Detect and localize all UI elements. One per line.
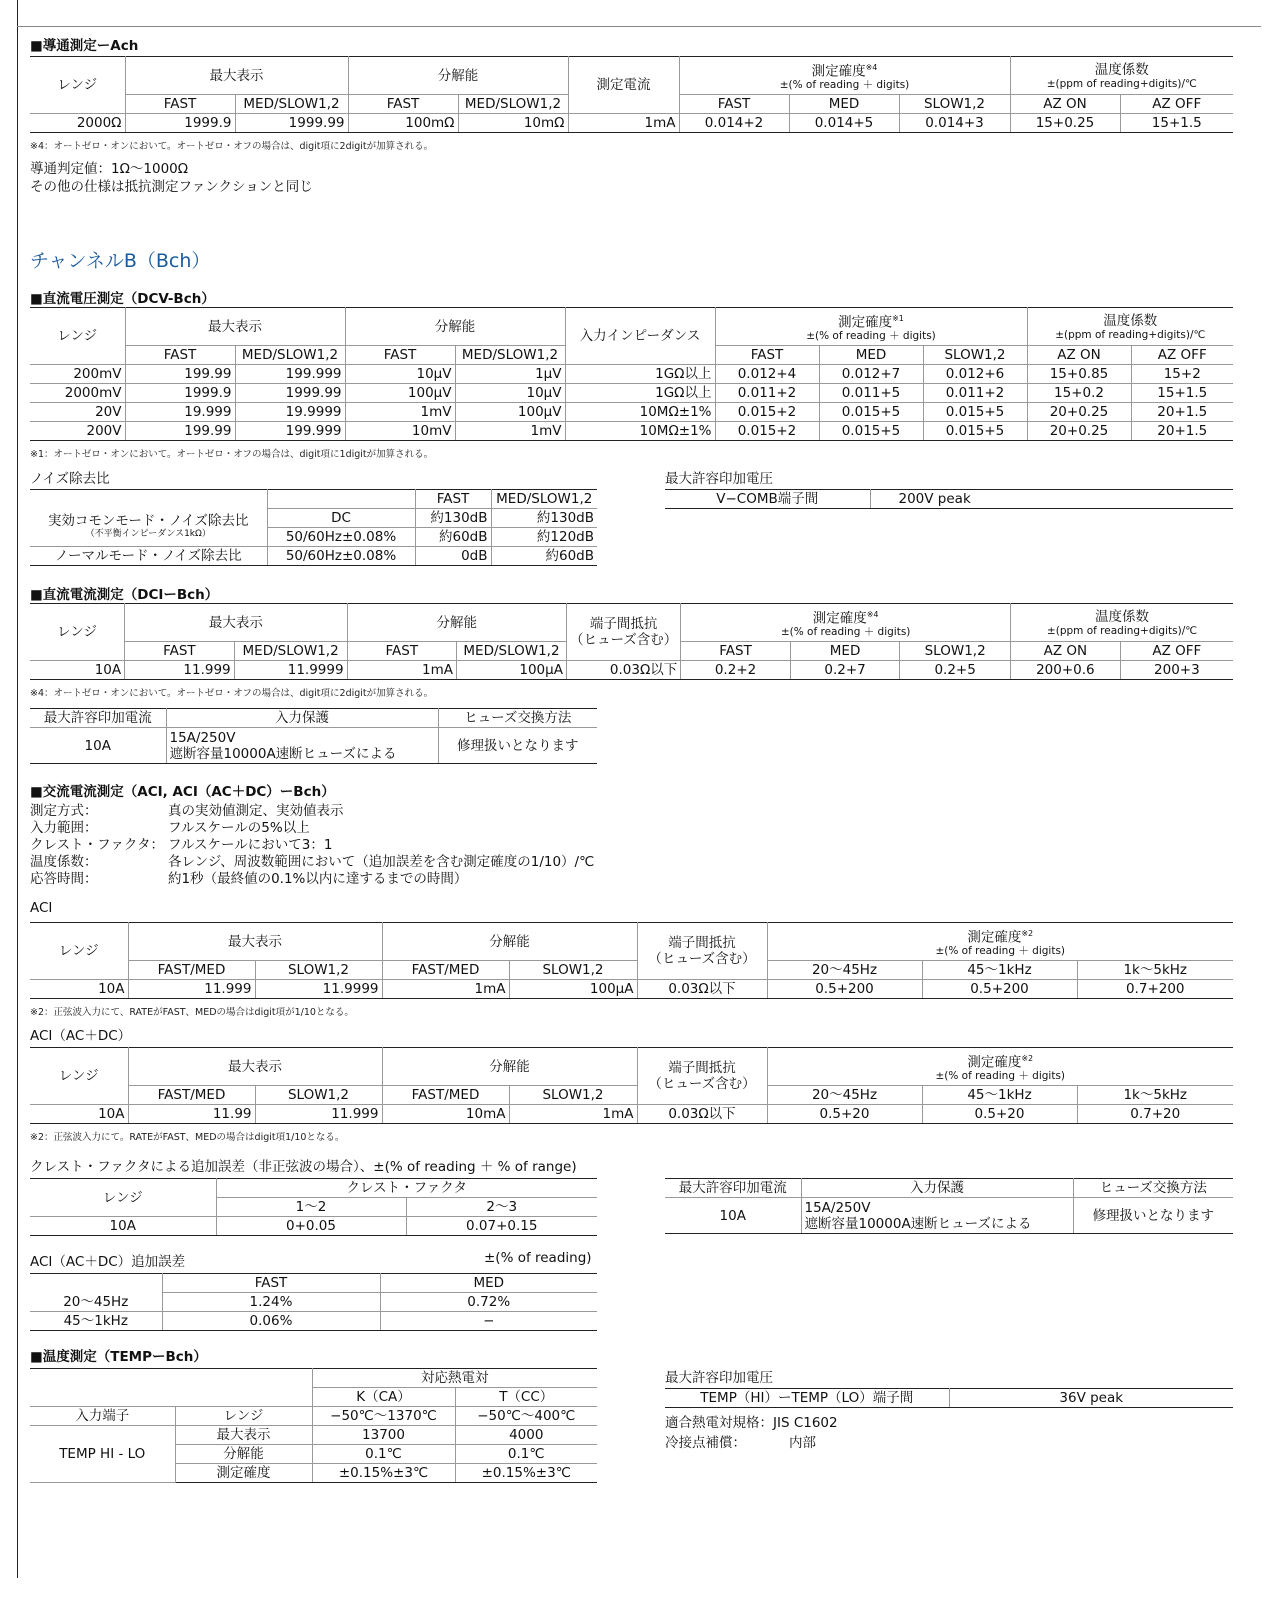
table-cell: 10μV [455,384,565,403]
tc-standard: 適合熱電対規格：JIS C1602 [665,1415,838,1431]
table-cell: 測定確度$^{※2}$ ±(% of reading ＋ digits) [767,923,1233,961]
table-cell: 測定確度 [175,1464,312,1483]
table-row [30,403,1233,422]
table-cell: 0.1℃ [312,1445,455,1464]
table-cell: FAST/MED [382,1086,509,1105]
table-cell: 1mA [509,1105,637,1124]
table-cell: 0dB [415,547,491,566]
table-cell: 10μV [345,365,455,384]
table-cell: 対応熱電対 [312,1369,597,1388]
table-cell: AZ OFF [1120,642,1233,661]
table-cell [30,1274,162,1293]
table-cell: TEMP（HI）ーTEMP（LO）端子間 [665,1389,949,1408]
table-cell: 分解能 [175,1445,312,1464]
table-cell: 10A [30,1217,216,1236]
hdr-impedance: 入力インピーダンス [565,308,715,365]
temp-table [30,1368,597,1483]
table-cell: 0.7+200 [1077,980,1233,999]
table-cell: 最大表示 [125,604,347,642]
table-row [30,365,1233,384]
table-cell: 45〜1kHz [922,1086,1077,1105]
table-row [30,980,1233,999]
table-cell: 11.999 [125,661,235,680]
protection-table [30,708,597,764]
table-cell: 20〜45Hz [767,961,922,980]
table-cell: 10A [665,1198,801,1234]
table-cell: 分解能 [347,604,566,642]
table-cell: MED [790,642,900,661]
table-cell: 0.012+4 [715,365,819,384]
table-cell: 0+0.05 [216,1217,406,1236]
table-cell: 0.015+2 [715,422,819,441]
table-cell: 15+1.5 [1131,384,1233,403]
table-cell: 20V [30,403,125,422]
hdr-res: 分解能 [345,308,565,346]
table-cell: 200V peak [870,490,1233,509]
table-cell: 約120dB [491,528,597,547]
table-cell: 20+1.5 [1131,403,1233,422]
table-cell: 0.5+20 [767,1105,922,1124]
table-cell: AZ ON [1027,346,1131,365]
table-cell: 11.9999 [234,661,347,680]
table-cell: 20+1.5 [1131,422,1233,441]
hdr-range: レンジ [30,57,125,114]
table-cell: 0.2+7 [790,661,900,680]
table-cell [30,490,267,509]
table-cell: 分解能 [382,1048,637,1086]
table-cell: 0.06% [162,1312,380,1331]
table-cell: 199.99 [125,422,235,441]
list-item: 入力範囲： フルスケールの5%以上 [30,820,310,836]
table-cell: 約130dB [415,509,491,528]
table-cell: レンジ [30,923,128,980]
table-cell: 0.2+2 [681,661,791,680]
table-cell: 50/60Hz±0.08% [267,528,415,547]
table-cell: 100μA [457,661,567,680]
footnote: ※1：オートゼロ・オンにおいて。オートゼロ・オフの場合は、digit項に1digitが加算される。 [30,449,434,460]
table-cell: 最大表示 [128,923,382,961]
table-cell: FAST [345,346,455,365]
table-cell [30,1369,312,1388]
table-cell: 0.011+2 [715,384,819,403]
table-cell: 測定確度$^{※2}$ ±(% of reading ＋ digits) [767,1048,1233,1086]
table-cell: 1GΩ以上 [565,384,715,403]
table-cell: SLOW1,2 [509,1086,637,1105]
dci-table [30,603,1233,680]
table-cell: MED/SLOW1,2 [491,490,597,509]
table-cell: 199.999 [235,365,345,384]
table-cell: MED/SLOW1,2 [457,642,567,661]
page-top-rule [17,26,1261,27]
footnote: ※2：正弦波入力にて、RATEがFAST、MEDの場合はdigit項が1/10となる。 [30,1007,354,1018]
table-cell: 100μV [345,384,455,403]
table-cell: 0.03Ω以下 [637,1105,767,1124]
noise-table [30,489,597,566]
continuity-table [30,56,1233,133]
table-cell: MED/SLOW1,2 [235,346,345,365]
table-cell: 1μV [455,365,565,384]
table-cell: 15+0.2 [1027,384,1131,403]
table-cell: 0.5+200 [767,980,922,999]
table-cell: 200V [30,422,125,441]
maxv-table [665,489,1233,509]
continuity-other: その他の仕様は抵抗測定ファンクションと同じ [30,179,313,195]
table-cell: FAST [715,346,819,365]
table-cell: 10A [30,728,166,764]
sub-hdr: FAST [679,95,789,114]
page-left-rule [17,0,18,1578]
acidc-table [30,1047,1233,1124]
table-cell: 0.012+7 [819,365,923,384]
table-cell: 1〜2 [216,1198,406,1217]
table-row [30,661,1233,680]
table-row [30,1312,597,1331]
sub-hdr: FAST [125,95,235,114]
table-cell: 1GΩ以上 [565,365,715,384]
maxv2-title: 最大許容印加電圧 [665,1370,773,1386]
table-cell: 15+2 [1131,365,1233,384]
table-cell: 0.015+5 [923,403,1027,422]
table-cell: 0.012+6 [923,365,1027,384]
table-cell: 200mV [30,365,125,384]
section-title-continuity: ■導通測定ーAch [30,38,139,54]
table-cell: 入力端子 [30,1407,175,1426]
table-cell: 0.014+2 [679,114,789,133]
table-row [30,422,1233,441]
table-cell: 0.011+5 [819,384,923,403]
table-cell: AZ OFF [1131,346,1233,365]
table-cell: 199.99 [125,365,235,384]
table-cell: レンジ [175,1407,312,1426]
table-cell: MED [819,346,923,365]
sub-hdr: MED [789,95,899,114]
table-cell: 端子間抵抗 （ヒューズ含む） [637,923,767,980]
table-cell: 10MΩ±1% [565,403,715,422]
table-cell: 45〜1kHz [30,1312,162,1331]
aci-title: ACI [30,900,53,916]
table-cell: 11.99 [128,1105,255,1124]
table-cell: 0.015+5 [819,403,923,422]
table-cell: −50℃〜400℃ [455,1407,597,1426]
sub-hdr: MED/SLOW1,2 [235,95,348,114]
table-cell: 0.014+5 [789,114,899,133]
table-cell: 1mV [345,403,455,422]
table-cell: MED/SLOW1,2 [234,642,347,661]
table-cell: 1mA [382,980,509,999]
section-title-aci: ■交流電流測定（ACI, ACI（AC＋DC）ーBch） [30,784,335,800]
table-cell: 0.72% [380,1293,597,1312]
table-cell: 0.2+5 [900,661,1011,680]
section-title-temp: ■温度測定（TEMPーBch） [30,1349,207,1365]
list-item: クレスト・ファクタ： フルスケールにおいて3：1 [30,837,333,853]
table-row [30,1426,597,1445]
table-cell: 最大許容印加電流 [30,709,166,728]
table-cell: 15A/250V 遮断容量10000A速断ヒューズによる [801,1198,1073,1234]
table-cell: 入力保護 [801,1179,1073,1198]
table-cell: 20〜45Hz [767,1086,922,1105]
table-cell: 199.999 [235,422,345,441]
table-cell: FAST/MED [128,961,255,980]
table-cell: 1mA [568,114,679,133]
table-cell: 1k〜5kHz [1077,961,1233,980]
table-cell: 11.999 [255,1105,382,1124]
table-cell: 0.015+5 [819,422,923,441]
maxv-title: 最大許容印加電圧 [665,471,773,487]
aci-table [30,922,1233,999]
table-cell: 19.999 [125,403,235,422]
table-cell: MED [380,1274,597,1293]
table-cell: 分解能 [382,923,637,961]
hdr-temp: 温度係数 ±(ppm of reading+digits)/℃ [1010,57,1233,95]
list-item: 応答時間： 約1秒（最終値の0.1%以内に達するまでの時間） [30,871,468,887]
table-cell: 実効コモンモード・ノイズ除去比 （不平衡インピーダンス1kΩ） [30,509,267,547]
channel-b-title: チャンネルB（Bch） [30,250,211,272]
hdr-acc: 測定確度$^{※4}$ ±(% of reading ＋ digits) [679,57,1010,95]
table-cell: FAST [125,642,235,661]
table-cell: MED/SLOW1,2 [455,346,565,365]
table-cell [30,1388,312,1407]
table-cell: 約60dB [415,528,491,547]
table-cell: ヒューズ交換方法 [1073,1179,1233,1198]
hdr-temp: 温度係数 ±(ppm of reading+digits)/℃ [1027,308,1233,346]
table-row [30,384,1233,403]
table-cell: 13700 [312,1426,455,1445]
section-title-dcv: ■直流電圧測定（DCV-Bch） [30,291,215,307]
table-row [30,1407,597,1426]
table-cell: 0.014+3 [899,114,1010,133]
table-cell: 10A [30,661,125,680]
table-cell: 1999.99 [235,114,348,133]
sub-hdr: MED/SLOW1,2 [458,95,568,114]
table-cell: 1999.99 [235,384,345,403]
table-cell: 1mA [347,661,456,680]
table-cell: FAST [681,642,791,661]
hdr-maxdisp: 最大表示 [125,57,348,95]
table-cell: FAST [415,490,491,509]
table-cell: FAST/MED [128,1086,255,1105]
table-cell: −50℃〜1370℃ [312,1407,455,1426]
table-row [30,1217,597,1236]
table-cell: SLOW1,2 [255,961,382,980]
list-item: 温度係数： 各レンジ、周波数範囲において（追加誤差を含む測定確度の1/10）/℃ [30,854,595,870]
table-cell: TEMP HI - LO [30,1426,175,1483]
footnote: ※2：正弦波入力にて。RATEがFAST、MEDの場合はdigit項1/10となる。 [30,1132,345,1143]
table-cell: 10mΩ [458,114,568,133]
table-cell: 最大表示 [175,1426,312,1445]
table-cell: 15+1.5 [1120,114,1233,133]
table-cell [267,490,415,509]
table-cell: 10mV [345,422,455,441]
table-cell: 100mΩ [348,114,458,133]
table-cell: DC [267,509,415,528]
table-cell: レンジ [30,1179,216,1217]
table-row [30,1105,1233,1124]
table-cell: 測定確度$^{※4}$ ±(% of reading ＋ digits) [681,604,1011,642]
table-cell: 0.011+2 [923,384,1027,403]
hdr-acc: 測定確度$^{※1}$ ±(% of reading ＋ digits) [715,308,1027,346]
table-cell: クレスト・ファクタ [216,1179,597,1198]
table-cell: 1mV [455,422,565,441]
table-cell: 11.9999 [255,980,382,999]
table-row [665,1198,1233,1234]
table-cell: 0.015+2 [715,403,819,422]
adderr-table [30,1273,597,1331]
list-item: 測定方式： 真の実効値測定、実効値表示 [30,803,344,819]
table-cell: 10A [30,1105,128,1124]
protection-table-2 [665,1178,1233,1234]
dcv-table [30,307,1233,441]
table-cell: 15+0.25 [1010,114,1120,133]
table-cell: FAST [162,1274,380,1293]
table-cell: 修理扱いとなります [438,728,597,764]
hdr-current: 測定電流 [568,57,679,114]
table-cell: 0.015+5 [923,422,1027,441]
table-row [30,1293,597,1312]
table-cell: 0.1℃ [455,1445,597,1464]
table-cell: 10A [30,980,128,999]
table-cell: − [380,1312,597,1331]
table-cell: 0.7+20 [1077,1105,1233,1124]
table-cell: レンジ [30,604,125,661]
adderr-title: ACI（AC＋DC）追加誤差 [30,1254,186,1270]
table-row [30,728,597,764]
aci-spec-list [30,803,594,888]
table-cell: 100μA [509,980,637,999]
table-cell: 20〜45Hz [30,1293,162,1312]
table-cell: 1999.9 [125,114,235,133]
table-cell: 20+0.25 [1027,422,1131,441]
table-cell: ±0.15%±3℃ [455,1464,597,1483]
hdr-range: レンジ [30,308,125,365]
table-cell: SLOW1,2 [900,642,1011,661]
table-cell: 15A/250V 遮断容量10000A速断ヒューズによる [166,728,438,764]
crest-table [30,1178,597,1236]
table-cell: 200+3 [1120,661,1233,680]
table-row [30,547,597,566]
table-cell: 端子間抵抗 （ヒューズ含む） [637,1048,767,1105]
table-cell: 1.24% [162,1293,380,1312]
table-cell: 200+0.6 [1010,661,1120,680]
maxv2-table [665,1388,1233,1408]
table-cell: 0.03Ω以下 [566,661,680,680]
table-cell: 36V peak [949,1389,1233,1408]
table-cell: FAST [125,346,235,365]
table-cell: SLOW1,2 [255,1086,382,1105]
sub-hdr: SLOW1,2 [899,95,1010,114]
table-cell: 約130dB [491,509,597,528]
table-cell: 最大許容印加電流 [665,1179,801,1198]
acidc-title: ACI（AC＋DC） [30,1028,132,1044]
table-cell: 約60dB [491,547,597,566]
table-cell: 0.5+20 [922,1105,1077,1124]
table-cell: SLOW1,2 [509,961,637,980]
table-cell: ±0.15%±3℃ [312,1464,455,1483]
table-cell: ヒューズ交換方法 [438,709,597,728]
table-cell: V−COMB端子間 [665,490,870,509]
table-cell: 2000Ω [30,114,125,133]
hdr-maxdisp: 最大表示 [125,308,345,346]
table-cell: 温度係数 ±(ppm of reading+digits)/℃ [1010,604,1233,642]
table-row [30,114,1233,133]
table-cell: 0.03Ω以下 [637,980,767,999]
table-row [30,509,597,528]
table-cell: レンジ [30,1048,128,1105]
table-cell: 100μV [455,403,565,422]
table-cell: 50/60Hz±0.08% [267,547,415,566]
table-cell: K（CA） [312,1388,455,1407]
table-cell: 10MΩ±1% [565,422,715,441]
table-cell: 1k〜5kHz [1077,1086,1233,1105]
table-cell: 入力保護 [166,709,438,728]
footnote: ※4：オートゼロ・オンにおいて。オートゼロ・オフの場合は、digit項に2digitが加算される。 [30,688,434,699]
table-cell: 15+0.85 [1027,365,1131,384]
table-cell: FAST [347,642,456,661]
table-cell: T（CC） [455,1388,597,1407]
table-cell: SLOW1,2 [923,346,1027,365]
sub-hdr: FAST [348,95,458,114]
table-cell: 0.07+0.15 [406,1217,597,1236]
table-cell: 45〜1kHz [922,961,1077,980]
table-cell: ノーマルモード・ノイズ除去比 [30,547,267,566]
table-cell: 2〜3 [406,1198,597,1217]
table-cell: 11.999 [128,980,255,999]
table-cell: 0.5+200 [922,980,1077,999]
continuity-threshold: 導通判定値：1Ω〜1000Ω [30,161,189,177]
table-cell: 修理扱いとなります [1073,1198,1233,1234]
table-cell: 20+0.25 [1027,403,1131,422]
table-cell: 2000mV [30,384,125,403]
adderr-unit: ±(% of reading) [484,1250,592,1266]
hdr-res: 分解能 [348,57,568,95]
table-cell: 19.9999 [235,403,345,422]
sub-hdr: AZ ON [1010,95,1120,114]
table-cell: FAST/MED [382,961,509,980]
crest-title: クレスト・ファクタによる追加誤差（非正弦波の場合）、±(% of reading ＋ % of range) [30,1159,577,1175]
section-title-dci: ■直流電流測定（DCIーBch） [30,587,219,603]
table-cell: 端子間抵抗 （ヒューズ含む） [566,604,680,661]
sub-hdr: AZ OFF [1120,95,1233,114]
table-cell: 10mA [382,1105,509,1124]
cold-junction: 冷接点補償： 内部 [665,1435,816,1451]
table-cell: 最大表示 [128,1048,382,1086]
table-cell: 1999.9 [125,384,235,403]
footnote: ※4：オートゼロ・オンにおいて。オートゼロ・オフの場合は、digit項に2digitが加算される。 [30,141,434,152]
noise-title: ノイズ除去比 [30,471,110,487]
table-cell: AZ ON [1010,642,1120,661]
table-cell: 4000 [455,1426,597,1445]
